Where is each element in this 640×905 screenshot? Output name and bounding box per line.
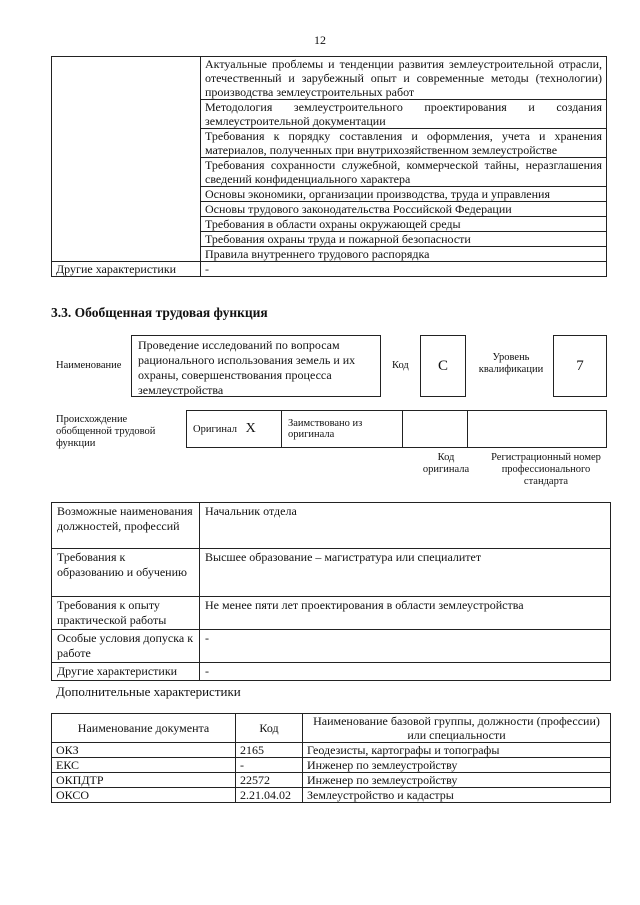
qualification-level-label: Уровень квалификации <box>478 352 544 375</box>
original-mark: X <box>245 421 256 436</box>
original-cell <box>187 411 282 448</box>
table-row <box>52 630 611 663</box>
borrowed-label: Заимствовано из оригинала <box>282 411 403 448</box>
qualification-level-value: 7 <box>553 335 607 397</box>
table-cell: ОКСО <box>52 788 236 803</box>
table-row <box>187 411 607 448</box>
table-cell: ЕКС <box>52 758 236 773</box>
table-row <box>52 788 611 803</box>
column-header: Код <box>236 714 303 743</box>
table-cell <box>52 57 201 262</box>
table-cell: ОКПДТР <box>52 773 236 788</box>
knowledge-item: Основы экономики, организации производства, труда и управления <box>201 187 607 202</box>
additional-table <box>51 713 611 803</box>
requirement-value: - <box>200 663 611 681</box>
requirement-label: Требования к опыту практической работы <box>52 597 200 630</box>
origin-label: Происхождение обобщенной трудовой функции <box>56 414 156 449</box>
requirement-label: Другие характеристики <box>52 663 200 681</box>
requirement-value: Начальник отдела <box>200 503 611 549</box>
table-cell: Инженер по землеустройству <box>303 758 611 773</box>
code-value: C <box>420 335 466 397</box>
name-label: Наименование <box>56 360 122 371</box>
requirements-table <box>51 502 611 681</box>
table-cell: - <box>236 758 303 773</box>
table-cell: 2.21.04.02 <box>236 788 303 803</box>
requirement-label: Возможные наименования должностей, профессий <box>52 503 200 549</box>
requirement-value: - <box>200 630 611 663</box>
other-characteristics-value: - <box>201 262 607 277</box>
additional-title: Дополнительные характеристики <box>56 684 241 699</box>
table-row <box>52 758 611 773</box>
origin-table <box>186 410 607 448</box>
table-cell: Землеустройство и кадастры <box>303 788 611 803</box>
knowledge-item: Актуальные проблемы и тенденции развития землеустроительной отрасли, отечественный и зарубежный опыт и современные методы (технологии) производства землеустроительных работ <box>201 57 607 100</box>
knowledge-item: Методология землеустроительного проектирования и создания землеустроительной документации <box>201 100 607 129</box>
table-row <box>52 262 607 277</box>
knowledge-table <box>51 56 607 277</box>
requirement-value: Не менее пяти лет проектирования в области землеустройства <box>200 597 611 630</box>
knowledge-item: Правила внутреннего трудового распорядка <box>201 247 607 262</box>
requirement-label: Требования к образованию и обучению <box>52 549 200 597</box>
table-row <box>52 549 611 597</box>
function-name-box: Проведение исследований по вопросам рационального использования земель и их охраны, совершенствования процесса землеустройства <box>131 335 381 397</box>
page-number: 12 <box>314 33 326 47</box>
knowledge-item: Требования в области охраны окружающей среды <box>201 217 607 232</box>
table-row <box>52 57 607 100</box>
column-header: Наименование документа <box>52 714 236 743</box>
table-cell: ОКЗ <box>52 743 236 758</box>
section-title: 3.3. Обобщенная трудовая функция <box>51 305 268 320</box>
reg-number-label: Регистрационный номер профессионального стандарта <box>491 452 601 487</box>
original-label: Оригинал <box>193 424 237 435</box>
requirement-label: Особые условия допуска к работе <box>52 630 200 663</box>
other-characteristics-label: Другие характеристики <box>52 262 201 277</box>
reg-number-cell <box>468 411 607 448</box>
original-code-cell <box>403 411 468 448</box>
table-cell: Инженер по землеустройству <box>303 773 611 788</box>
table-row <box>52 743 611 758</box>
code-label: Код <box>392 360 409 371</box>
knowledge-item: Основы трудового законодательства Российской Федерации <box>201 202 607 217</box>
original-code-label: Код оригинала <box>422 452 470 475</box>
table-cell: Геодезисты, картографы и топографы <box>303 743 611 758</box>
column-header: Наименование базовой группы, должности (профессии) или специальности <box>303 714 611 743</box>
knowledge-item: Требования к порядку составления и оформления, учета и хранения материалов, полученных при внутрихозяйственном землеустройстве <box>201 129 607 158</box>
table-row <box>52 503 611 549</box>
table-cell: 22572 <box>236 773 303 788</box>
knowledge-item: Требования сохранности служебной, коммерческой тайны, неразглашения сведений конфиденциального характера <box>201 158 607 187</box>
knowledge-item: Требования охраны труда и пожарной безопасности <box>201 232 607 247</box>
table-header-row <box>52 714 611 743</box>
table-row <box>52 597 611 630</box>
requirement-value: Высшее образование – магистратура или специалитет <box>200 549 611 597</box>
table-row <box>52 663 611 681</box>
table-cell: 2165 <box>236 743 303 758</box>
table-row <box>52 773 611 788</box>
